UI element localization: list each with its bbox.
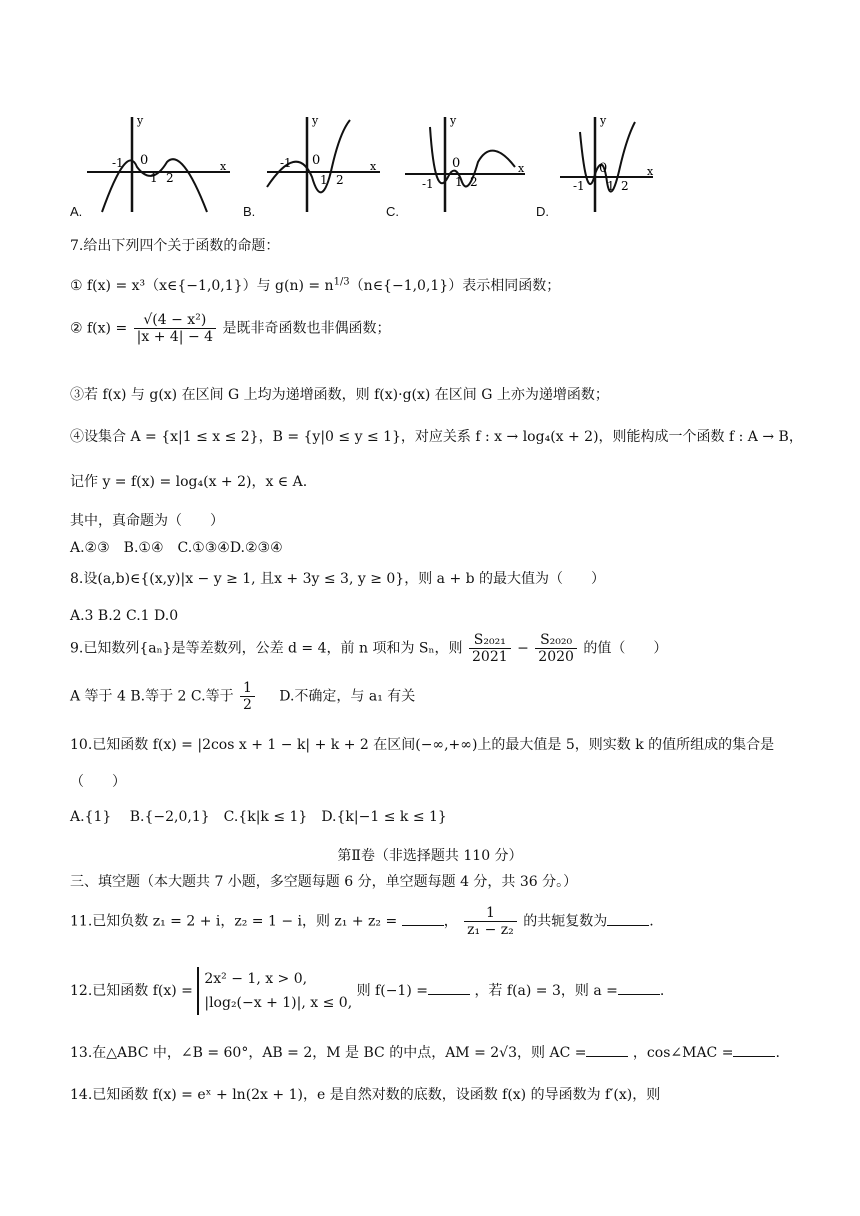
q12-ask-2: ，若 f(a) = 3，则 a = [474,983,618,999]
axis-label-y: y [450,114,457,127]
q9-stem [70,632,667,665]
axis-label-y: y [137,114,144,127]
answer-blank[interactable] [402,913,444,926]
graph-option-d [555,112,705,217]
answer-blank[interactable] [607,913,649,926]
q13-ask-2: ，cos∠MAC = [632,1045,734,1061]
q9-half [240,680,255,713]
q9-fraction-2-den: 2020 [538,649,574,665]
q7-ask: 其中，真命题为（ ） [70,513,224,529]
q7-p2-text: ② f(x) = [70,320,128,337]
q13-text: 13.在△ABC 中，∠B = 60°，AB = 2，M 是 BC 的中点，AM = 2√3，则 AC = [70,1045,587,1061]
tick-label: 2 [470,175,478,189]
q9-fraction-2-num: S₂₀₂₀ [535,632,577,649]
q12-case-1: 2x² − 1, x > 0, [204,971,308,987]
q7-proposition-4b: 记作 y = f(x) = log₄(x + 2)，x ∈ A. [70,474,308,490]
q7-p2-tail: 是既非奇函数也非偶函数； [222,320,391,337]
q11 [70,905,654,938]
q7-proposition-2 [70,312,391,345]
axis-label-x: x [370,160,377,173]
axis-label-y: y [312,114,319,127]
tick-label: 0 [140,153,149,168]
q11-fraction [464,905,517,938]
tick-label: 0 [599,161,608,176]
q7-p1-tail: （n∈{−1,0,1}）表示相同函数； [349,278,561,294]
q7-stem: 7.给出下列四个关于函数的命题： [70,238,280,254]
tick-label: 2 [336,173,344,187]
q9-half-den: 2 [243,697,252,713]
answer-blank[interactable] [733,1044,775,1057]
q8-stem: 8.设(a,b)∈{(x,y)|x − y ≥ 1, 且x + 3y ≤ 3, y ≥ 0}，则 a + b 的最大值为（ ） [70,571,606,587]
tick-label: 0 [452,156,461,171]
q7-options: A.②③ B.①④ C.①③④D.②③④ [70,540,283,556]
q12-ask-1: 则 f(−1) = [356,983,428,999]
q12-text: 12.已知函数 f(x) = [70,983,193,999]
tick-label: 1 [455,175,463,189]
q12 [70,967,664,1015]
q10-options: A.{1} B.{−2,0,1} C.{k|k ≤ 1} D.{k|−1 ≤ k ≤ 1} [70,809,447,825]
q9-fraction-1 [469,632,511,665]
graph-option-c [400,112,550,217]
option-d-label: D. [536,204,549,219]
q11-fraction-num: 1 [464,905,517,922]
answer-blank[interactable] [428,982,470,995]
q9-option-d: D.不确定，与 a₁ 有关 [279,688,416,705]
graph-option-b [262,112,412,217]
graph-option-a [82,112,232,217]
q11-fraction-den: z₁ − z₂ [467,922,514,938]
option-c-label: C. [386,204,399,219]
tick-label: 1 [150,171,158,185]
q11-tail: 的共轭复数为 [523,913,608,930]
tick-label: 0 [312,153,321,168]
q9-fraction-1-den: 2021 [472,649,508,665]
q9-fraction-2 [535,632,577,665]
axis-label-x: x [518,162,525,175]
section3-heading: 三、填空题（本大题共 7 小题，多空题每题 6 分，单空题每题 4 分，共 36 分。） [70,874,578,890]
q7-p1-text: ① f(x) = x³（x∈{−1,0,1}）与 g(n) = n [70,278,334,294]
q8-options: A.3 B.2 C.1 D.0 [70,608,179,624]
q11-end: . [649,913,654,930]
tick-label: -1 [573,179,585,193]
q9-options [70,680,415,713]
q7-p2-denominator: |x + 4| − 4 [136,329,214,345]
q12-end: . [659,983,665,999]
axis-label-x: x [647,165,654,178]
tick-label: 2 [166,171,174,185]
q10-stem: 10.已知函数 f(x) = |2cos x + 1 − k| + k + 2 在区间(−∞,+∞)上的最大值是 5，则实数 k 的值所组成的集合是 [70,737,775,753]
q11-text: 11.已知负数 z₁ = 2 + i，z₂ = 1 − i，则 z₁ + z₂ = [70,913,398,930]
q7-proposition-3: ③若 f(x) 与 g(x) 在区间 G 上均为递增函数，则 f(x)·g(x) 在区间 G 上亦为递增函数； [70,387,609,403]
q9-tail: 的值（ ） [583,640,668,657]
q13-end: . [775,1045,780,1061]
option-a-label: A. [70,204,83,219]
q9-fraction-1-num: S₂₀₂₁ [469,632,511,649]
q7-p2-numerator: √(4 − x²) [134,312,216,329]
axis-label-x: x [220,160,227,173]
tick-label: 1 [320,173,328,187]
option-b-label: B. [243,204,256,219]
q9-text: 9.已知数列{aₙ}是等差数列，公差 d = 4，前 n 项和为 Sₙ，则 [70,640,463,657]
q9-half-num: 1 [240,680,255,697]
q7-p1-exponent: 1/3 [333,276,350,288]
part2-heading: 第Ⅱ卷（非选择题共 110 分） [337,848,523,864]
tick-label: -1 [280,156,292,170]
q9-options-abc: A 等于 4 B.等于 2 C.等于 [70,688,234,705]
q11-separator: ， [443,913,458,930]
q12-piecewise [197,967,352,1015]
q13 [70,1042,780,1062]
answer-blank[interactable] [618,982,660,995]
q7-proposition-1 [70,275,560,295]
tick-label: -1 [422,177,434,191]
tick-label: 2 [621,179,629,193]
tick-label: 1 [607,179,615,193]
q10-paren: （ ） [70,774,126,790]
tick-label: -1 [112,156,124,170]
q7-p2-fraction [134,312,216,345]
q9-minus: − [517,640,529,657]
q12-case-2: |log₂(−x + 1)|, x ≤ 0, [204,995,353,1011]
q14: 14.已知函数 f(x) = eˣ + ln(2x + 1)，e 是自然对数的底数，设函数 f(x) 的导函数为 f′(x)，则 [70,1087,661,1103]
q7-proposition-4: ④设集合 A = {x|1 ≤ x ≤ 2}，B = {y|0 ≤ y ≤ 1}，对应关系 f : x → log₄(x + 2)，则能构成一个函数 f : A → B， [70,429,803,445]
answer-blank[interactable] [586,1044,628,1057]
axis-label-y: y [600,114,607,127]
